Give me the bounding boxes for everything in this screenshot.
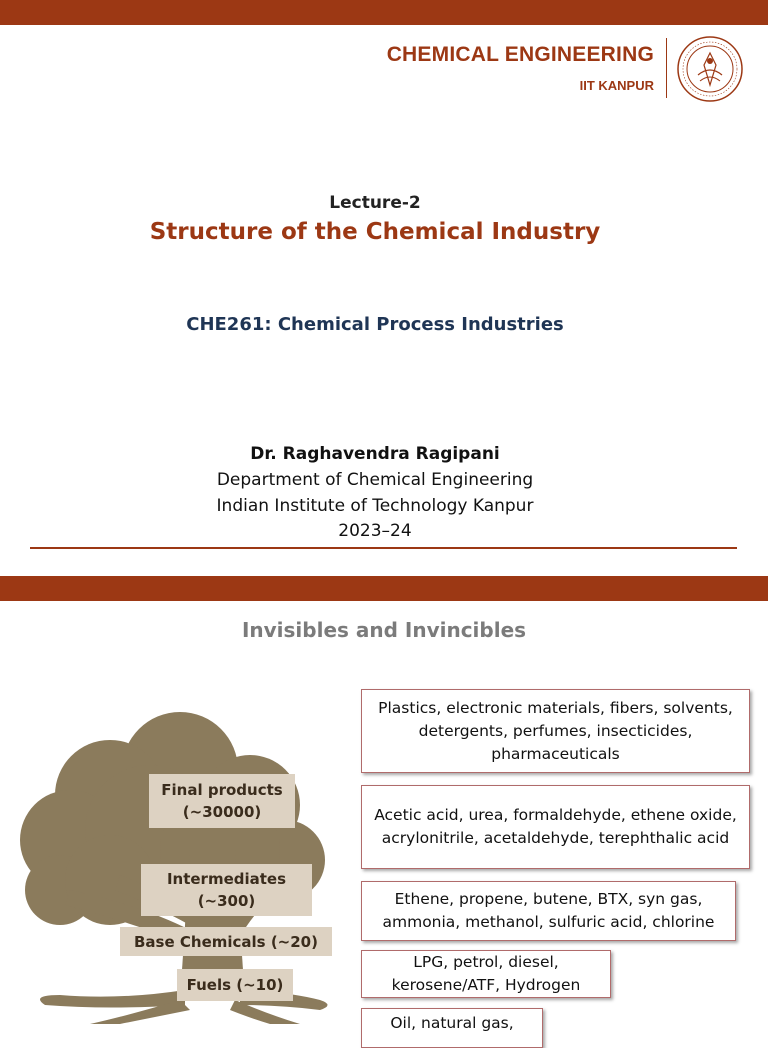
base-chemicals-examples-box: Ethene, propene, butene, BTX, syn gas, ammonia, methanol, sulfuric acid, chlorine — [361, 881, 736, 941]
lecture-title: Structure of the Chemical Industry — [149, 219, 601, 245]
raw-materials-examples-box: Oil, natural gas, — [361, 1008, 543, 1048]
author-name: Dr. Raghavendra Ragipani — [250, 444, 500, 464]
slide2-title: Invisibles and Invincibles — [241, 618, 527, 642]
intermediates-label — [141, 864, 312, 916]
final-products-label — [149, 774, 295, 828]
author-institute: Indian Institute of Technology Kanpur — [216, 496, 534, 516]
slide2-accent-bar — [0, 576, 768, 601]
institute-short-name: IIT KANPUR — [579, 78, 654, 93]
intermediates-name: Intermediates — [166, 870, 287, 888]
intermediates-count: (~300) — [197, 892, 256, 910]
lecture-number: Lecture-2 — [329, 193, 421, 213]
base-chemicals-label: Base Chemicals (~20) — [120, 927, 332, 956]
academic-year: 2023–24 — [338, 521, 412, 541]
department-name: CHEMICAL ENGINEERING — [386, 43, 654, 66]
footer-rule — [30, 547, 737, 549]
final-products-examples-box: Plastics, electronic materials, fibers, solvents, detergents, perfumes, insecticides, pharmaceuticals — [361, 689, 750, 773]
iit-kanpur-seal-icon — [676, 35, 744, 103]
intermediates-examples-box: Acetic acid, urea, formaldehyde, ethene oxide, acrylonitrile, acetaldehyde, terephthalic acid — [361, 785, 750, 869]
logo-divider — [666, 38, 667, 98]
fuels-examples-box: LPG, petrol, diesel, kerosene/ATF, Hydrogen — [361, 950, 611, 998]
author-department: Department of Chemical Engineering — [216, 470, 534, 490]
fuels-label: Fuels (~10) — [177, 969, 293, 1001]
course-title: CHE261: Chemical Process Industries — [186, 314, 564, 335]
final-products-count: (~30000) — [182, 803, 262, 821]
top-accent-bar — [0, 0, 768, 25]
final-products-name: Final products — [161, 781, 283, 799]
